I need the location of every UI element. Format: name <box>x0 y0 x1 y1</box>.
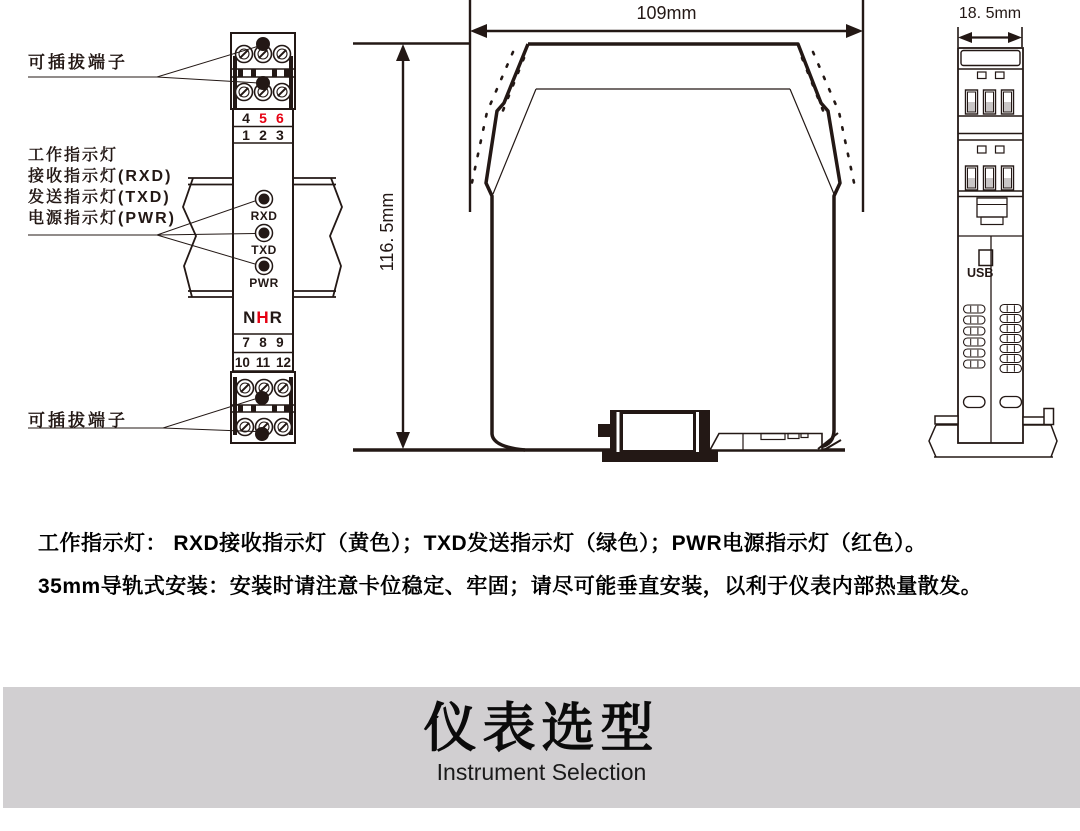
dim-185-arrow <box>958 27 1022 47</box>
pluggable-terminal-label-top: 可插拔端子 <box>28 53 128 72</box>
note-line-mounting: 35mm导轨式安装：安装时请注意卡位稳定、牢固；请尽可能垂直安装，以利于仪表内部热量散发。 <box>38 575 983 598</box>
dim-height-label: 116. 5mm <box>377 192 397 272</box>
brand-logo <box>233 308 293 328</box>
section-subtitle: Instrument Selection <box>436 759 647 785</box>
terminal-numbers-456 <box>233 110 293 126</box>
terminal-numbers-123 <box>233 127 293 143</box>
status-leds <box>256 191 273 275</box>
terminal-numbers-789 <box>233 335 293 350</box>
terminal-numbers-101112 <box>229 355 297 370</box>
terminal-1: 1 <box>242 127 250 143</box>
terminal-4: 4 <box>242 110 250 126</box>
terminal-7: 7 <box>242 335 250 350</box>
latch-plate <box>710 433 841 450</box>
terminal-11: 11 <box>255 355 271 370</box>
housing-profile <box>486 44 840 450</box>
wire-hole-dot <box>256 37 270 51</box>
pluggable-terminal-label-bottom: 可插拔端子 <box>28 411 128 430</box>
dim-109-arrow <box>470 24 863 38</box>
led-label-txd: TXD <box>251 243 277 257</box>
terminal-3: 3 <box>276 127 284 143</box>
wire-hole-dot <box>255 391 269 405</box>
terminal-10: 10 <box>234 355 250 370</box>
indicator-label-txd: 发送指示灯(TXD) <box>28 189 171 206</box>
side-view-art <box>929 27 1057 457</box>
dim-width-label: 109mm <box>636 3 697 23</box>
indicator-label-work: 工作指示灯 <box>28 147 119 164</box>
terminal-2: 2 <box>259 127 267 143</box>
led-label-rxd: RXD <box>250 209 278 223</box>
section-banner <box>3 687 1080 808</box>
terminal-8: 8 <box>259 335 267 350</box>
logo-letter-n: N <box>243 308 257 327</box>
terminal-block-bottom <box>231 372 295 443</box>
dimension-view-art <box>353 0 863 462</box>
section-title: 仪表选型 <box>423 699 660 758</box>
din-clip <box>598 410 718 462</box>
dotted-guides <box>470 52 856 192</box>
usb-label: USB <box>967 266 994 280</box>
dim-depth-label: 18. 5mm <box>958 5 1022 22</box>
led-label-pwr: PWR <box>249 276 279 290</box>
indicator-labels <box>28 145 176 229</box>
indicator-label-rxd: 接收指示灯(RXD) <box>28 168 173 185</box>
front-view-art <box>28 33 342 443</box>
terminal-6: 6 <box>276 110 284 126</box>
terminal-5: 5 <box>259 110 267 126</box>
indicator-label-pwr: 电源指示灯(PWR) <box>28 210 176 227</box>
terminal-block-top <box>231 33 295 109</box>
notes-paragraph <box>38 532 1068 618</box>
terminal-9: 9 <box>276 335 284 350</box>
note-line-indicators: 工作指示灯： RXD接收指示灯（黄色）；TXD发送指示灯（绿色）；PWR电源指示灯（红色）。 <box>38 532 927 555</box>
logo-letter-h: H <box>256 308 270 327</box>
logo-letter-r: R <box>269 308 283 327</box>
terminal-12: 12 <box>276 355 292 370</box>
wire-hole-dot <box>255 427 269 441</box>
